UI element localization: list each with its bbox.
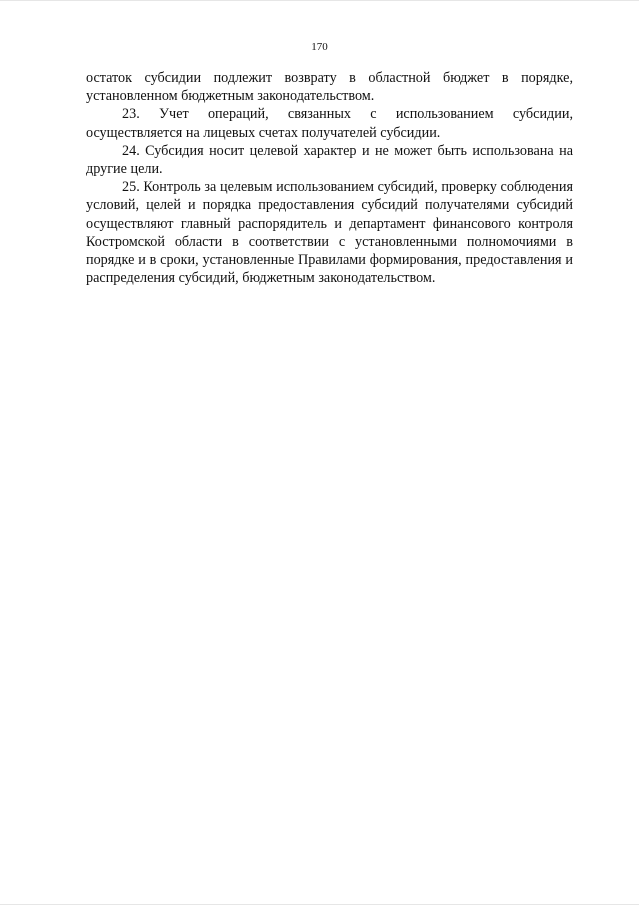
paragraph-24: 24. Субсидия носит целевой характер и не может быть использована на другие цели.: [86, 142, 573, 178]
paragraph-23: 23. Учет операций, связанных с использованием субсидии, осуществляется на лицевых счетах получателей субсидии.: [86, 106, 573, 141]
page-number: 170: [311, 41, 328, 53]
paragraph-continuation: остаток субсидии подлежит возврату в областной бюджет в порядке, установленном бюджетным законодательством.: [86, 70, 573, 105]
paragraph-25: 25. Контроль за целевым использованием субсидий, проверку соблюдения условий, целей и порядка предоставления субсидий получателями субсидий осуществляют главный распорядитель и департамент финансового контроля Костромской области в соответствии с установленными полномочиями в порядке и в сроки, установленные Правилами формирования, предоставления и распределения субсидий, бюджетным законодательством.: [86, 179, 573, 287]
document-body: [86, 69, 573, 287]
